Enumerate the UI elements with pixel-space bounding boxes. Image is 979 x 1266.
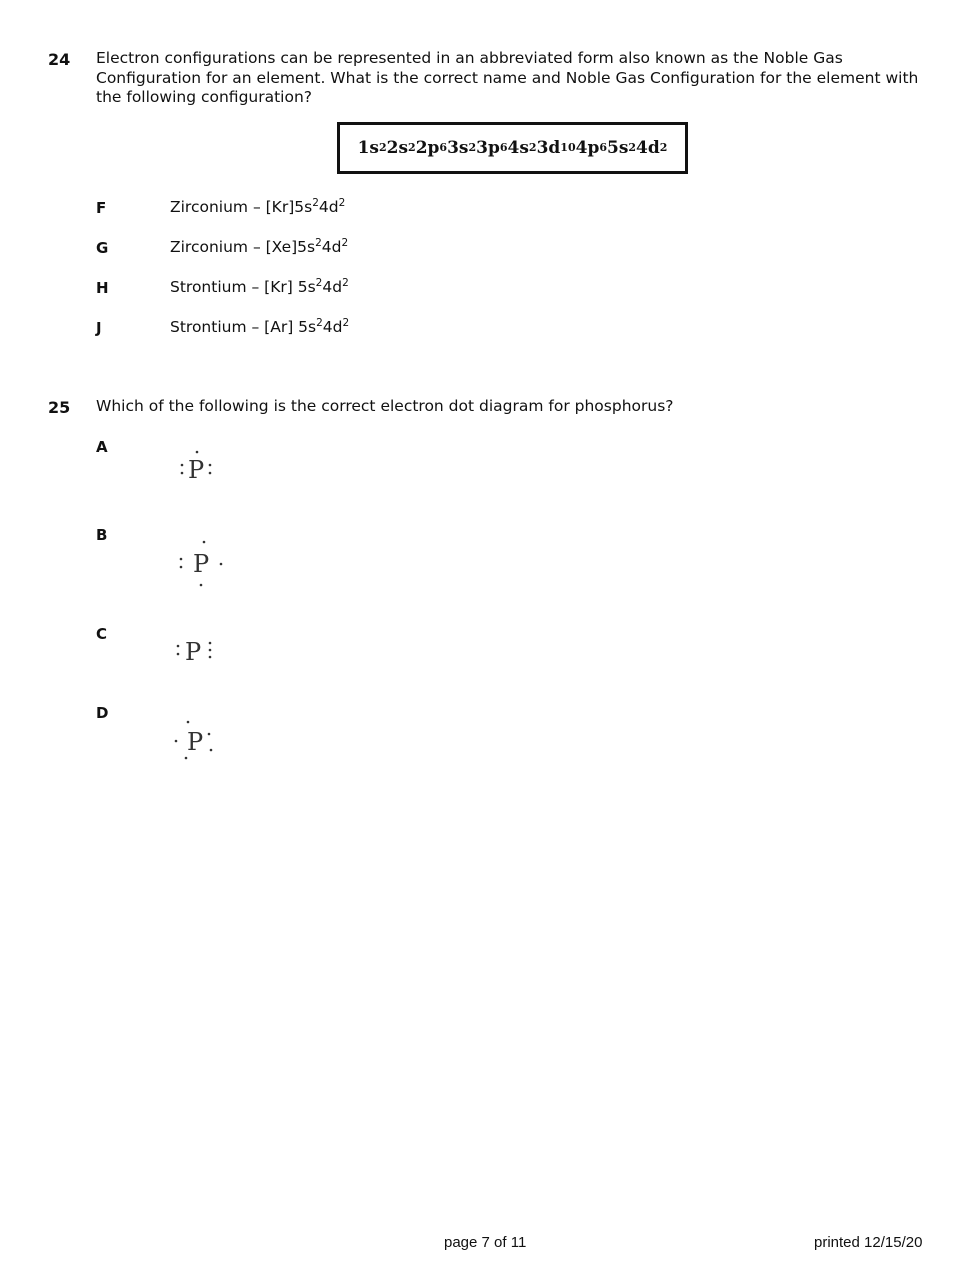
option-letter-h: H (96, 279, 109, 297)
config-orbital: 5s (606, 138, 629, 158)
electron-dot (177, 653, 180, 656)
config-orbital: 3p (476, 138, 500, 158)
option-letter-f: F (96, 199, 107, 217)
electron-dot (209, 642, 212, 645)
electron-dot (180, 566, 183, 569)
question-24-text: Electron configurations can be represented in an abbreviated form also known as the Noble Gas Configuration for an element. What is the correct name and Noble Gas Configuration for the element with the following configuration? (96, 49, 919, 106)
option-letter-d: D (96, 704, 109, 722)
config-orbital: 4d (636, 138, 660, 158)
electron-dot (209, 649, 212, 652)
electron-dot (220, 563, 223, 566)
question-24-number: 24 (48, 50, 71, 69)
config-orbital: 3s (447, 138, 469, 158)
config-orbital: 1s (357, 138, 379, 158)
electron-dot (209, 656, 212, 659)
option-text-j: Strontium – [Ar] $5s^24d^2$ (170, 317, 350, 336)
electron-dot (208, 733, 211, 736)
option-letter-g: G (96, 239, 109, 257)
electron-dot (181, 472, 184, 475)
option-letter-c: C (96, 625, 108, 643)
lewis-symbol-c: P (185, 638, 202, 666)
question-25-text: Which of the following is the correct electron dot diagram for phosphorus? (96, 397, 674, 415)
question-25-number: 25 (48, 398, 71, 417)
electron-dot (209, 472, 212, 475)
electron-dot (185, 757, 188, 760)
config-orbital: 3d (536, 138, 561, 158)
page-number: page 7 of 11 (444, 1234, 527, 1251)
config-orbital: 2p (415, 138, 440, 158)
electron-dot (175, 740, 178, 743)
lewis-symbol-b: P (193, 550, 210, 578)
option-letter-j: J (96, 319, 102, 337)
option-text-h: Strontium – [Kr] $5s^24d^2$ (170, 277, 349, 296)
config-orbital: 2s (386, 138, 409, 158)
option-letter-b: B (96, 526, 108, 544)
electron-dot (196, 451, 199, 454)
electron-dot (200, 584, 203, 587)
electron-configuration-box: 1s 2 2s 2 2p 6 3s 2 3p 6 4s 2 3d 10 4p 6 5s 2 4d 2 (337, 122, 688, 174)
config-orbital: 4p (575, 138, 600, 158)
electron-dot (187, 721, 190, 724)
electron-dot (209, 464, 212, 467)
lewis-diagram-d (170, 712, 230, 766)
electron-dot (181, 464, 184, 467)
lewis-diagram-c (170, 632, 230, 672)
option-text-f: Zirconium – $[Kr]5s^24d^2$ (170, 197, 346, 216)
lewis-symbol-a: P (188, 456, 205, 484)
electron-dot (203, 541, 206, 544)
config-orbital: 4s (507, 138, 529, 158)
electron-dot (180, 558, 183, 561)
printed-date: printed 12/15/20 (814, 1234, 923, 1251)
lewis-diagram-a (170, 444, 230, 490)
lewis-diagram-b (170, 532, 240, 592)
electron-dot (210, 749, 213, 752)
option-letter-a: A (96, 438, 108, 456)
electron-dot (177, 645, 180, 648)
option-text-g: Zirconium – $[Xe]5s^24d^2$ (170, 237, 349, 256)
lewis-symbol-d: P (187, 728, 204, 756)
